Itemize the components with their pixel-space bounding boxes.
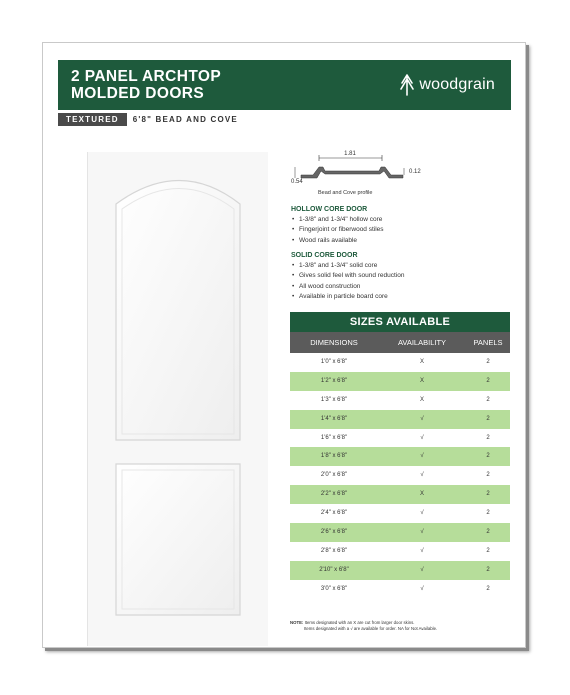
cell-availability: X [419,377,424,384]
cell-availability: √ [420,472,424,479]
cell-dimension: 1'6" x 6'8" [320,434,348,441]
cell-dimension: 1'8" x 6'8" [320,453,348,460]
footnote [290,620,437,632]
texture-tag: TEXTURED [58,113,127,126]
table-row [290,353,510,372]
sizes-header-row [290,332,510,353]
cell-dimension: 2'6" x 6'8" [320,529,348,536]
table-row [290,504,510,523]
header-banner [58,60,511,110]
solid-item: • Available in particle board core [299,292,405,302]
cell-panels: 2 [486,377,490,384]
table-row [290,391,510,410]
cell-panels: 2 [486,547,490,554]
cell-panels: 2 [486,472,490,479]
arch-panel [116,181,240,441]
solid-item: • Gives solid feel with sound reduction [299,271,405,281]
hollow-item: • Fingerjoint or fiberwood stiles [299,225,384,235]
profile-right-label: 0.12 [409,169,421,175]
hollow-item: • Wood rails available [299,236,384,246]
cell-availability: √ [420,510,424,517]
table-row [290,561,510,580]
table-row [290,410,510,429]
page-title [71,68,221,102]
spec-label: 6'8" BEAD AND COVE [132,115,238,124]
solid-item: • 1-3/8" and 1-3/4" solid core [299,261,405,271]
cell-panels: 2 [486,359,490,365]
door-image [87,152,268,646]
table-row [290,580,510,599]
cell-panels: 2 [486,491,490,498]
cell-availability: X [419,491,424,498]
tree-logo-icon [400,74,414,96]
cell-panels: 2 [486,434,490,441]
table-row [290,485,510,504]
woodgrain-logo [400,74,495,96]
cell-dimension: 1'2" x 6'8" [320,377,348,384]
cell-panels: 2 [486,396,490,403]
hollow-core-section [291,206,384,246]
cell-panels: 2 [486,453,490,460]
title-line-1: 2 PANEL ARCHTOP [71,68,222,85]
cell-panels: 2 [486,510,490,517]
cell-panels: 2 [486,529,490,536]
cell-dimension: 1'3" x 6'8" [320,396,348,403]
cell-panels: 2 [486,415,490,422]
sizes-table [290,312,510,599]
solid-item: • All wood construction [299,282,405,292]
title-line-2: MOLDED DOORS [71,85,205,102]
cell-availability: √ [420,415,424,422]
cell-panels: 2 [486,585,490,592]
cell-panels: 2 [486,566,490,573]
header-panels: PANELS [473,338,503,347]
cell-availability: √ [420,585,424,592]
cell-dimension: 2'8" x 6'8" [320,547,348,554]
header-availability: AVAILABILITY [397,338,447,347]
table-row [290,542,510,561]
table-row [290,523,510,542]
product-sheet [42,42,526,648]
profile-width-label: 1.81 [344,151,356,157]
solid-core-section [291,252,405,302]
cell-dimension: 1'0" x 6'8" [320,359,348,365]
cell-dimension: 3'0" x 6'8" [320,585,348,592]
sizes-title: SIZES AVAILABLE [290,312,510,332]
cell-dimension: 2'10" x 6'8" [319,566,349,573]
cell-availability: X [419,359,424,365]
cell-dimension: 2'4" x 6'8" [320,510,348,517]
lower-panel [116,464,240,615]
note-label: NOTE: [290,620,304,625]
spec-bar [58,113,238,126]
solid-core-title: SOLID CORE DOOR [291,252,358,259]
table-row [290,372,510,391]
door-illustration [88,152,268,646]
cell-availability: √ [420,547,424,554]
table-row [290,447,510,466]
cell-availability: √ [420,434,424,441]
header-dimensions: DIMENSIONS [310,338,358,347]
profile-caption: Bead and Cove profile [318,190,373,196]
hollow-core-title: HOLLOW CORE DOOR [291,206,368,213]
cell-availability: X [419,396,424,403]
profile-left-label: 0.54 [291,179,303,185]
table-row [290,429,510,448]
cell-availability: √ [420,453,424,460]
cell-availability: √ [420,529,424,536]
note-line-2: Items designated with a √ are available for order. NA for Not Available. [304,626,438,631]
cell-dimension: 2'2" x 6'8" [320,491,348,498]
table-row [290,466,510,485]
cell-dimension: 1'4" x 6'8" [320,415,348,422]
hollow-item: • 1-3/8" and 1-3/4" hollow core [299,215,384,225]
logo-text: woodgrain [419,76,495,93]
cell-dimension: 2'0" x 6'8" [320,472,348,479]
note-line-1: Items designated with an X are cut from larger door skins. [304,620,415,625]
cell-availability: √ [420,566,424,573]
